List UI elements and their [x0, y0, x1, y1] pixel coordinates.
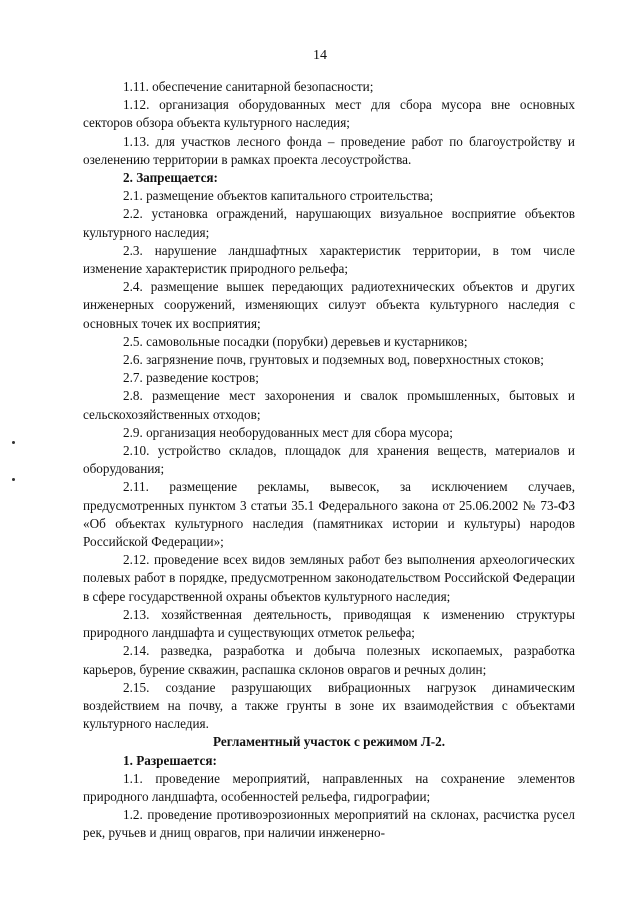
paragraph: 2.4. размещение вышек передающих радиотехнических объектов и других инженерных сооружений, изменяющих силуэт объекта культурного наследия с основных точек их восприятия; [83, 279, 575, 331]
paragraph: 1.13. для участков лесного фонда – проведение работ по благоустройству и озеленению территории в рамках проекта лесоустройства. [83, 133, 575, 167]
paragraph: 2.14. разведка, разработка и добыча полезных ископаемых, разработка карьеров, бурение скважин, распашка склонов оврагов и речных долин; [83, 643, 575, 677]
section-heading: 2. Запрещается: [123, 170, 218, 186]
paragraph: 1.2. проведение противоэрозионных мероприятий на склонах, расчистка русел рек, ручьев и днищ оврагов, при наличии инженерно- [83, 807, 575, 841]
paragraph: 2.5. самовольные посадки (порубки) деревьев и кустарников; [123, 333, 468, 349]
paragraph: 2.9. организация необорудованных мест для сбора мусора; [123, 424, 453, 440]
paragraph: 2.12. проведение всех видов земляных работ без выполнения археологических полевых работ в порядке, предусмотренном законодательством Российской Федерации в сфере государственной охраны объектов культурного наследия; [83, 552, 575, 604]
paragraph: 2.10. устройство складов, площадок для хранения веществ, материалов и оборудования; [83, 443, 575, 477]
scan-mark [12, 441, 15, 444]
section-heading: 1. Разрешается: [123, 752, 217, 768]
paragraph: 2.15. создание разрушающих вибрационных нагрузок динамическим воздействием на почву, а также грунты в зоне их взаимодействия с объектами культурного наследия. [83, 679, 575, 732]
paragraph: 1.12. организация оборудованных мест для сбора мусора вне основных секторов обзора объекта культурного наследия; [83, 97, 575, 131]
paragraph: 2.1. размещение объектов капитального строительства; [123, 188, 434, 204]
zone-heading: Регламентный участок с режимом Л-2. [212, 734, 446, 750]
paragraph: 2.8. размещение мест захоронения и свалок промышленных, бытовых и сельскохозяйственных отходов; [83, 388, 575, 422]
paragraph: 1.1. проведение мероприятий, направленных на сохранение элементов природного ландшафта, особенностей рельефа, гидрографии; [83, 770, 575, 804]
paragraph: 2.11. размещение рекламы, вывесок, за исключением случаев, предусмотренных пунктом 3 статьи 35.1 Федерального закона от 25.06.2002 № 73-ФЗ «Об объектах культурного наследия (памятниках истории и культуры) народов Российской Федерации»; [83, 479, 575, 550]
page-number: 14 [313, 48, 327, 63]
paragraph: 2.7. разведение костров; [123, 370, 259, 386]
paragraph: 2.2. установка ограждений, нарушающих визуальное восприятие объектов культурного наследия; [83, 206, 575, 240]
document-body [83, 78, 575, 843]
paragraph: 2.3. нарушение ландшафтных характеристик территории, в том числе изменение характеристик природного рельефа; [83, 242, 575, 277]
scan-mark [12, 478, 15, 481]
paragraph: 2.6. загрязнение почв, грунтовых и подземных вод, поверхностных стоков; [123, 352, 544, 368]
paragraph: 1.11. обеспечение санитарной безопасности; [123, 79, 374, 94]
paragraph: 2.13. хозяйственная деятельность, приводящая к изменению структуры природного ландшафта и существующих отметок рельефа; [83, 606, 575, 641]
